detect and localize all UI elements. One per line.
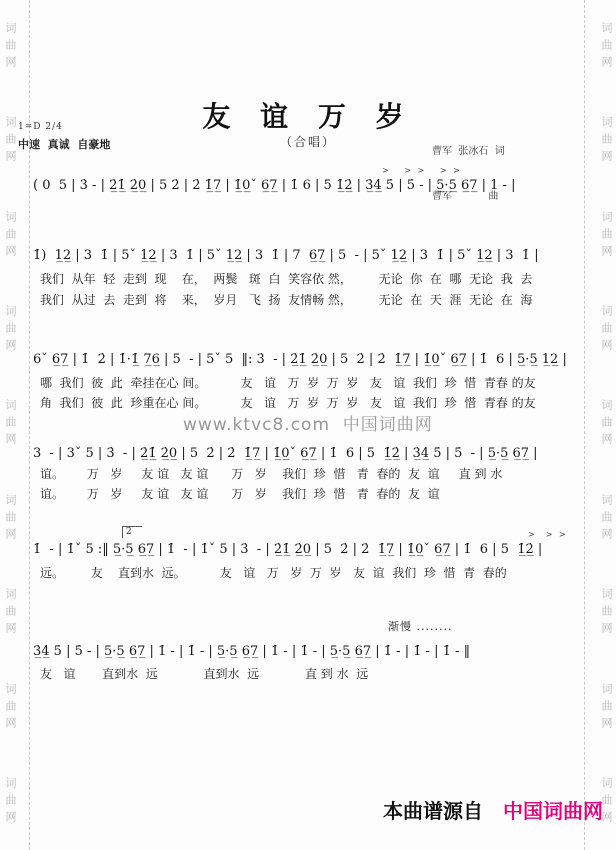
side-watermark-text: 词曲网 (4, 116, 17, 168)
side-watermark-text: 词曲网 (600, 682, 613, 734)
second-ending-label: 2 (122, 526, 142, 538)
rallentando-marking: 渐慢 ........ (388, 620, 453, 633)
lyrics-line-2-verse-2: 我们 从过 去 走到 将 来， 岁月 飞 扬 友情畅 然， 无论 在 天 涯 无论 在 海 (40, 293, 533, 307)
side-watermark-text: 词曲网 (600, 588, 613, 640)
lyrics-line-4-verse-1: 谊。 万 岁 友 谊 友 谊 万 岁 我们 珍 惜 青 春的 友 谊 直 到 水 (40, 467, 503, 481)
tempo-marking: 中速 真诚 自豪地 (18, 138, 111, 151)
side-watermark-text: 词曲网 (4, 21, 17, 73)
side-watermark-text: 词曲网 (600, 305, 613, 357)
side-watermark-text: 词曲网 (600, 493, 613, 545)
lyrics-line-6: 友 谊 直到水 远 直到水 远 直 到 水 远 (40, 667, 369, 681)
notation-line-6: 3̲̇4̲̇ 5̇ | 5̇ - | 5̲·5̲ 6̲7̲ | 1̇ - | 1̇ - | 5̲·5̲ 6̲7̲ | 1̇ - | 1̇ - | 5̲·5̲ 6̲7̲ | 1̇ - | 1̇ - | 1̇ - ‖ (33, 644, 471, 659)
source-prefix: 本曲谱源自 (383, 799, 483, 823)
side-watermark-text: 词曲网 (4, 777, 17, 829)
notation-line-2: 1̇) 1̲2̲ | 3 1̇ | 5ˇ 1̲2̲ | 3 1̇ | 5ˇ 1̲2̲ | 3 1̇ | 7 6̲7̲ | 5 - | 5ˇ 1̲2̲ | 3 1̇ | 5ˇ 1̲2̲ | 3 1̇ | (33, 248, 539, 263)
center-watermark: www.ktvc8.com 中国词曲网 (183, 415, 433, 435)
composer-credit: 曹军 曲 (432, 191, 499, 202)
song-subtitle: （合唱） (279, 135, 336, 149)
side-watermark-text: 词曲网 (4, 305, 17, 357)
side-watermark-text: 词曲网 (600, 21, 613, 73)
key-signature: 1=D 2/4 (18, 122, 63, 132)
side-watermark-text: 词曲网 (600, 399, 613, 451)
side-watermark-text: 词曲网 (4, 399, 17, 451)
accent-marks-line-1: > > > > > (382, 166, 462, 175)
notation-line-5: 1̇ - | 1̇ˇ 5 :‖ 5̲·5̲ 6̲7̲ | 1̇ - | 1̇ˇ 5 | 3̇ - | 2̲̇1̲̇ 2̲̇0̲ | 5 2̇ | 2̇ 1̲̇7̲ | 1̲̇0̲ˇ 6̲7̲ | 1̇ 6 | 5 1̲̇2̲̇ | (33, 542, 543, 557)
side-watermark-text: 词曲网 (4, 210, 17, 262)
side-watermark-text: 词曲网 (600, 210, 613, 262)
side-watermark-text: 词曲网 (600, 777, 613, 829)
notation-line-1: ( 0 5 | 3̇ - | 2̲̇1̲̇ 2̲̇0̲ | 5 2̇ | 2̇ 1̲̇7̲ | 1̲̇0̲ˇ 6̲7̲ | 1̇ 6 | 5 1̲̇2̲̇ | 3̲̇4̲̇ 5̇ | 5̇ - | 5̲·5̲ 6̲7̲ | 1 - | (33, 178, 516, 193)
footer-source-line (383, 795, 603, 824)
lyrics-line-4-verse-2: 谊。 万 岁 友 谊 友 谊 万 岁 我们 珍 惜 青 春的 友 谊 (40, 487, 440, 501)
lyrics-line-3-verse-2: 角 我们 彼 此 珍重在心 间。 友 谊 万 岁 万 岁 友 谊 我们 珍 惜 青春 的友 (40, 396, 536, 410)
lyrics-line-3-verse-1: 哪 我们 彼 此 牵挂在心 间。 友 谊 万 岁 万 岁 友 谊 我们 珍 惜 青春 的友 (40, 376, 536, 390)
notation-line-3: 6ˇ 6̲7̲ | 1̇ 2̇ | 1̇·1̲̇ 7̲6̲ | 5 - | 5ˇ 5 ‖: 3̇ - | 2̲̇1̲̇ 2̲̇0̲ | 5 2̇ | 2̇ 1̲̇7̲ | 1̲̇0̲ˇ 6̲7̲ | 1̇ 6 | 5̲·5̲ 1̲2̲ | (33, 352, 567, 367)
side-watermark-text: 词曲网 (4, 588, 17, 640)
lyrics-line-2-verse-1: 我们 从年 轻 走到 现 在， 两鬓 斑 白 笑容依 然， 无论 你 在 哪 无论 我 去 (40, 272, 533, 286)
song-title: 友 谊 万 岁 (202, 100, 414, 133)
side-watermark-text: 词曲网 (4, 682, 17, 734)
lyrics-line-5: 远。 友 直到水 远。 友 谊 万 岁 万 岁 友 谊 我们 珍 惜 青 春的 (40, 566, 507, 580)
notation-line-4: 3 - | 3ˇ 5 | 3̇ - | 2̲̇1̲̇ 2̲̇0̲ | 5 2̇ | 2̇ 1̲̇7̲ | 1̲̇0̲ˇ 6̲7̲ | 1̇ 6 | 5 1̲̇2̲̇ | 3̲̇4̲̇ 5̇ | 5̇ - | 5̲·5̲ 6̲7̲ | (33, 446, 538, 461)
side-watermark-text: 词曲网 (4, 493, 17, 545)
source-brand: 中国词曲网 (503, 799, 603, 823)
lyricist-credit: 曹军 张冰石 词 (432, 146, 505, 157)
accent-marks-line-5: > > > (528, 530, 568, 539)
side-watermark-text: 词曲网 (600, 116, 613, 168)
